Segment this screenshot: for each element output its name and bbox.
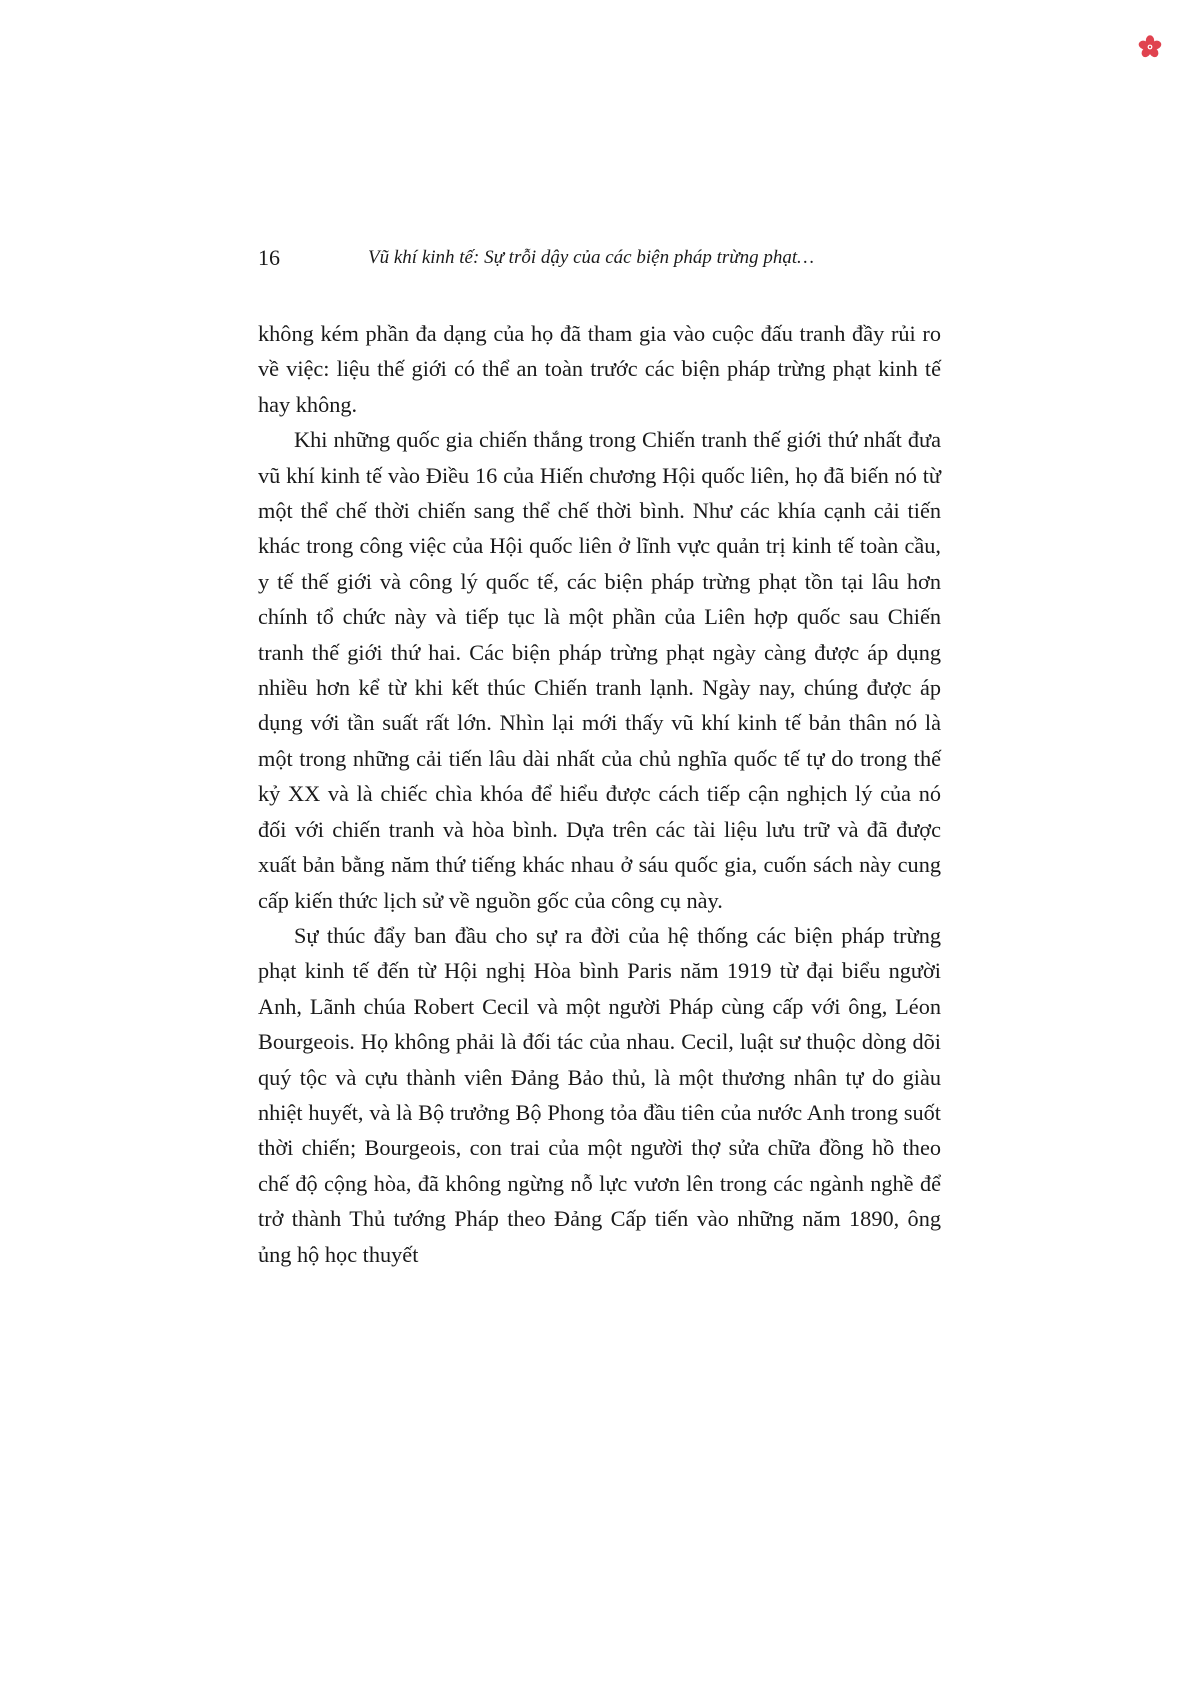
body-text (258, 316, 941, 1272)
running-header (258, 243, 948, 273)
running-title: Vũ khí kinh tế: Sự trỗi dậy của các biện pháp trừng phạt… (368, 247, 815, 268)
page-number: 16 (258, 245, 280, 270)
paragraph-2: Khi những quốc gia chiến thắng trong Chiến tranh thế giới thứ nhất đưa vũ khí kinh tế vào Điều 16 của Hiến chương Hội quốc liên, họ đã biến nó từ một thể chế thời chiến sang thể chế thời bình. Như các khía cạnh cải tiến khác trong công việc của Hội quốc liên ở lĩnh vực quản trị kinh tế toàn cầu, y tế thế giới và công lý quốc tế, các biện pháp trừng phạt tồn tại lâu hơn chính tổ chức này và tiếp tục là một phần của Liên hợp quốc sau Chiến tranh thế giới thứ hai. Các biện pháp trừng phạt ngày càng được áp dụng nhiều hơn kể từ khi kết thúc Chiến tranh lạnh. Ngày nay, chúng được áp dụng với tần suất rất lớn. Nhìn lại mới thấy vũ khí kinh tế bản thân nó là một trong những cải tiến lâu dài nhất của chủ nghĩa quốc tế tự do trong thế kỷ XX và là chiếc chìa khóa để hiểu được cách tiếp cận nghịch lý của nó đối với chiến tranh và hòa bình. Dựa trên các tài liệu lưu trữ và đã được xuất bản bằng năm thứ tiếng khác nhau ở sáu quốc gia, cuốn sách này cung cấp kiến thức lịch sử về nguồn gốc của công cụ này. (258, 427, 941, 913)
paragraph-3: Sự thúc đẩy ban đầu cho sự ra đời của hệ thống các biện pháp trừng phạt kinh tế đến từ Hội nghị Hòa bình Paris năm 1919 từ đại biểu người Anh, Lãnh chúa Robert Cecil và một người Pháp cùng cấp với ông, Léon Bourgeois. Họ không phải là đối tác của nhau. Cecil, luật sư thuộc dòng dõi quý tộc và cựu thành viên Đảng Bảo thủ, là một thương nhân tự do giàu nhiệt huyết, và là Bộ trưởng Bộ Phong tỏa đầu tiên của nước Anh trong suốt thời chiến; Bourgeois, con trai của một người thợ sửa chữa đồng hồ theo chế độ cộng hòa, đã không ngừng nỗ lực vươn lên trong các ngành nghề để trở thành Thủ tướng Pháp theo Đảng Cấp tiến vào những năm 1890, ông ủng hộ học thuyết (258, 922, 941, 1267)
paragraph-1: không kém phần đa dạng của họ đã tham gia vào cuộc đấu tranh đầy rủi ro về việc: liệu thế giới có thể an toàn trước các biện pháp trừng phạt kinh tế hay không. (258, 321, 941, 417)
flower-icon (1137, 34, 1163, 60)
